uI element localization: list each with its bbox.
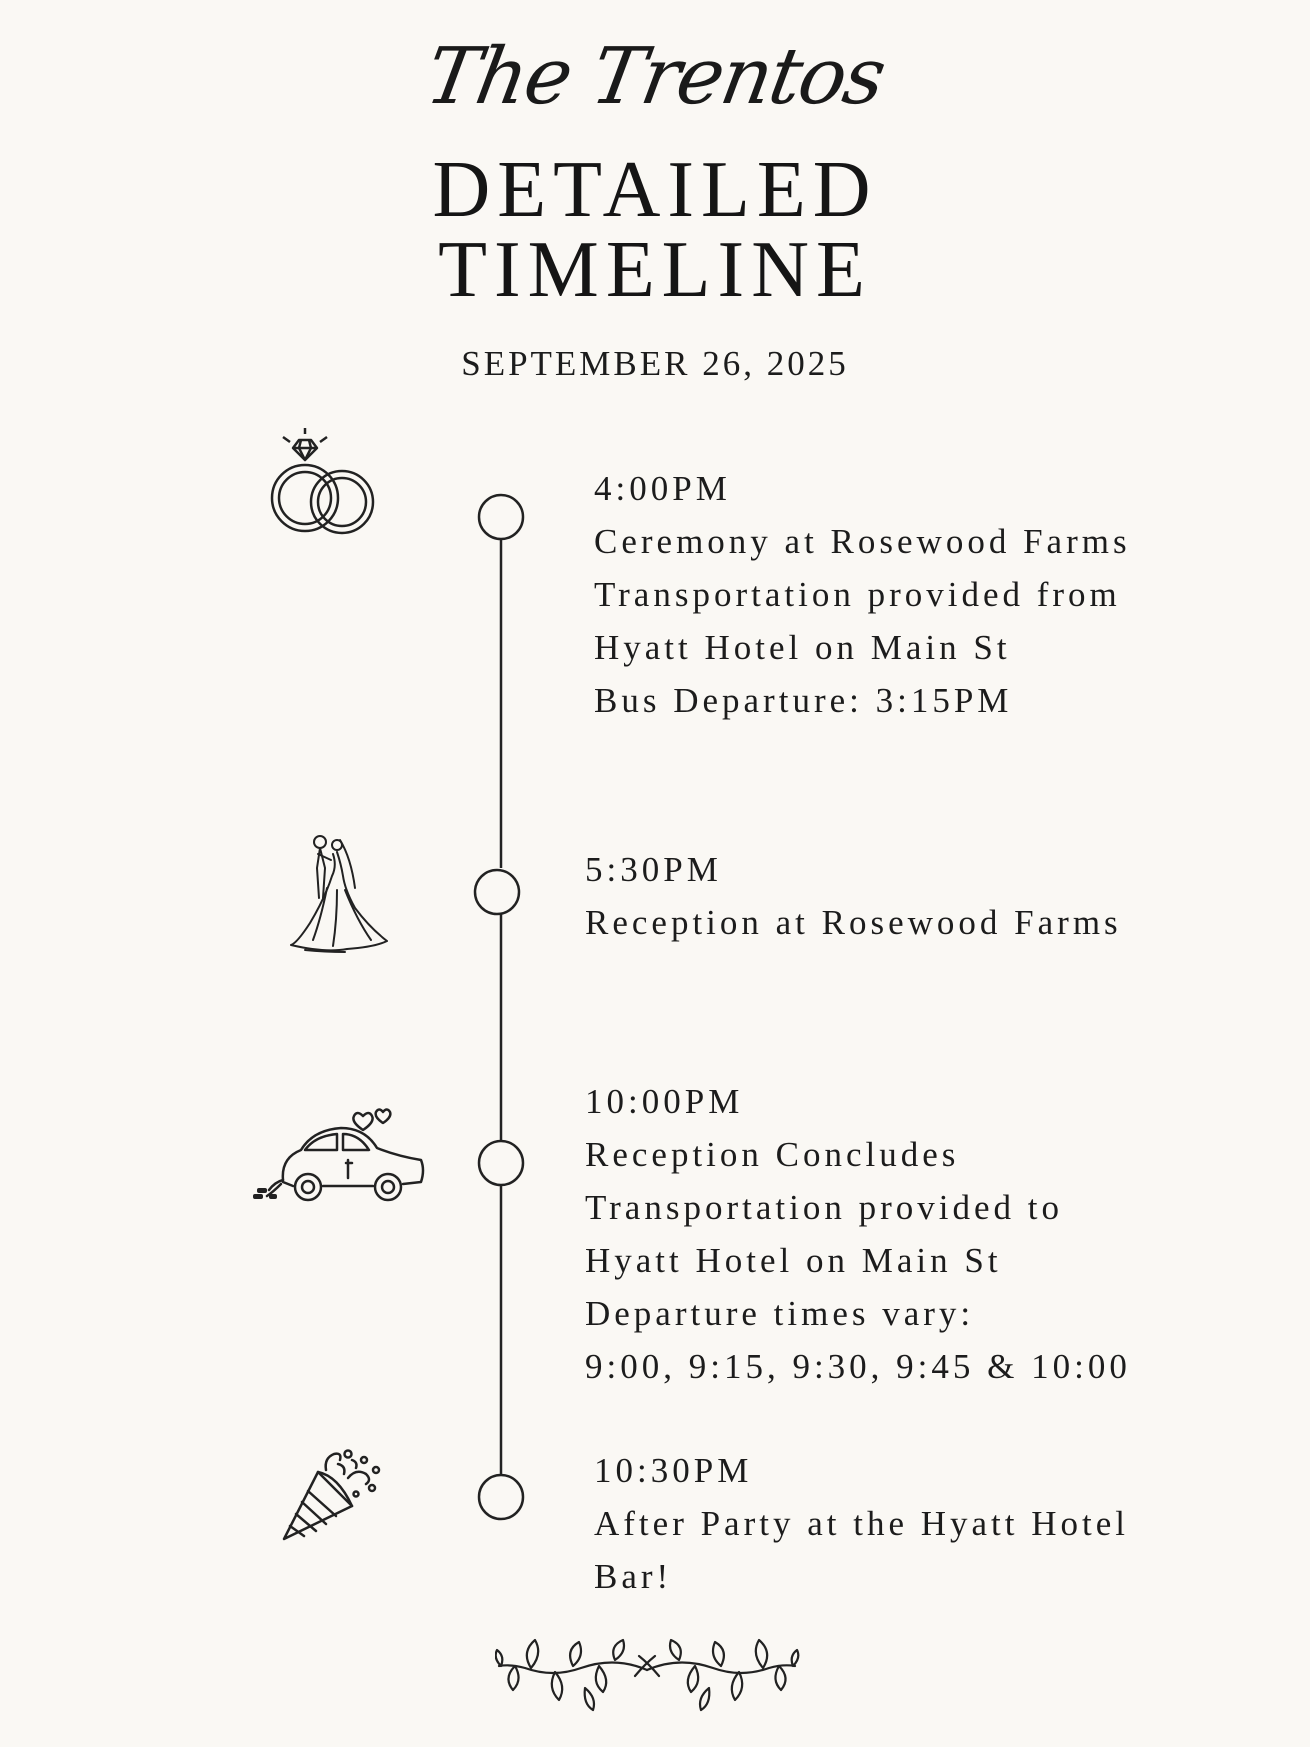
timeline-event	[594, 1444, 1129, 1603]
event-detail-line: Hyatt Hotel on Main St	[594, 628, 1011, 667]
event-time: 10:00PM	[585, 1082, 744, 1121]
event-detail-line: After Party at the Hyatt Hotel	[594, 1504, 1130, 1543]
rings-icon	[265, 425, 385, 540]
event-date: SEPTEMBER 26, 2025	[461, 344, 849, 383]
couple-dancing-icon	[285, 828, 400, 953]
event-detail-line: Reception at Rosewood Farms	[585, 903, 1122, 942]
event-detail-line: Hyatt Hotel on Main St	[585, 1241, 1002, 1280]
event-detail-line: Departure times vary:	[585, 1294, 975, 1333]
event-detail-line: 9:00, 9:15, 9:30, 9:45 & 10:00	[585, 1347, 1131, 1386]
event-detail-line: Bar!	[594, 1557, 673, 1596]
timeline-marker	[479, 1475, 523, 1519]
timeline-marker	[479, 495, 523, 539]
event-detail-line: Transportation provided from	[594, 575, 1121, 614]
timeline-marker	[479, 1141, 523, 1185]
event-time: 4:00PM	[594, 469, 731, 508]
couple-name-script: The Trentos	[419, 32, 891, 122]
page-title-line-1: DETAILED	[432, 146, 878, 234]
just-married-car-icon	[253, 1108, 428, 1208]
event-time: 10:30PM	[594, 1451, 753, 1490]
event-detail-line: Reception Concludes	[585, 1135, 960, 1174]
timeline-marker	[475, 870, 519, 914]
page-title-line-2: TIMELINE	[438, 226, 872, 314]
timeline-event	[585, 843, 1122, 949]
leaf-branch-icon	[495, 1638, 800, 1716]
event-detail-line: Transportation provided to	[585, 1188, 1063, 1227]
timeline-event	[594, 462, 1131, 727]
party-popper-icon	[280, 1448, 400, 1543]
event-time: 5:30PM	[585, 850, 722, 889]
event-detail-line: Ceremony at Rosewood Farms	[594, 522, 1131, 561]
timeline-event	[585, 1075, 1131, 1393]
event-detail-line: Bus Departure: 3:15PM	[594, 681, 1013, 720]
